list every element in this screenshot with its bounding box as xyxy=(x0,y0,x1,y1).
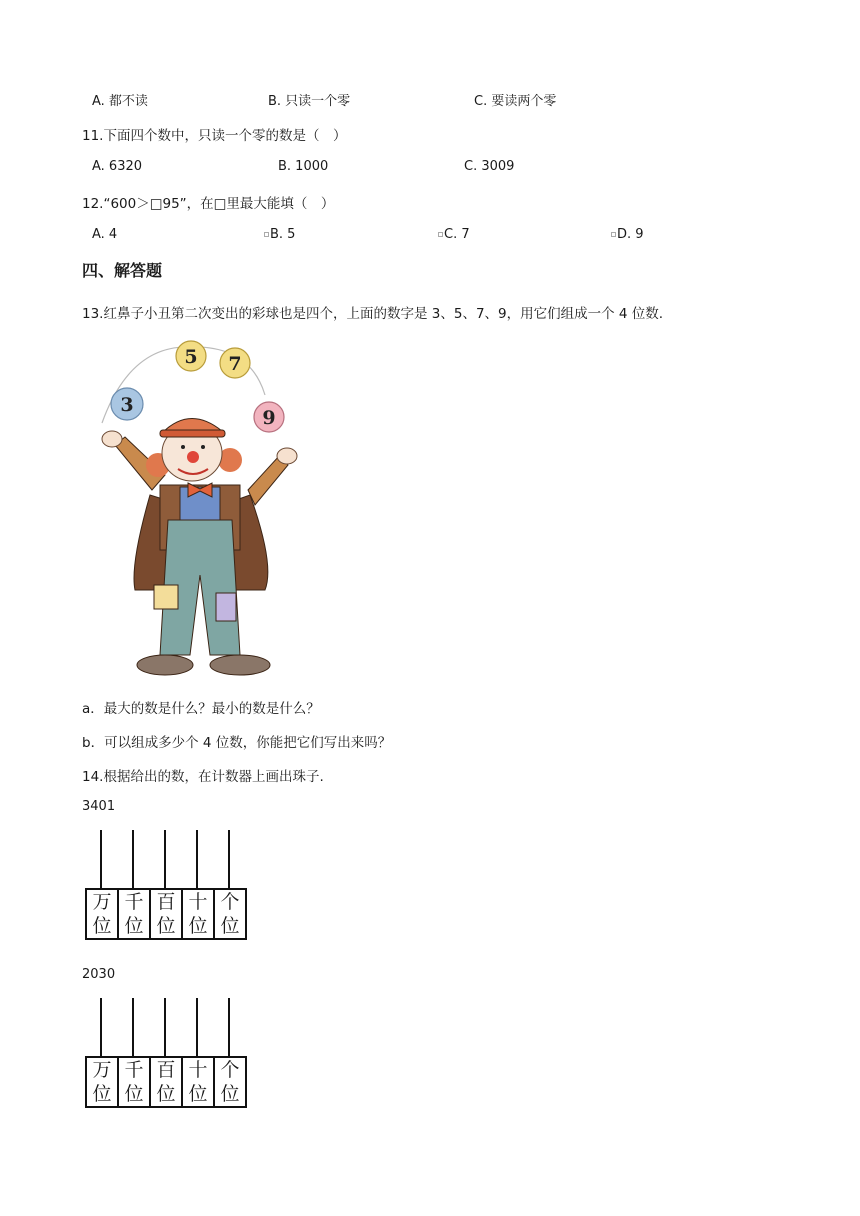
q12-stem: 12.“600＞□95”，在□里最大能填（ ） xyxy=(82,196,335,212)
place-ge-top: 个 xyxy=(220,1059,240,1081)
clown-illustration xyxy=(90,335,310,685)
q12-option-b-text: B. 5 xyxy=(270,227,296,242)
bullet-icon xyxy=(264,232,269,237)
rod-qian xyxy=(132,998,134,1058)
q10-option-a: A. 都不读 xyxy=(92,94,148,109)
ball-9 xyxy=(254,402,284,432)
place-bai xyxy=(151,1058,183,1106)
q13-stem: 13.红鼻子小丑第二次变出的彩球也是四个，上面的数字是 3、5、7、9，用它们组成一个 4 位数. xyxy=(82,306,664,322)
abacus-counter-1 xyxy=(85,830,247,950)
ball-7 xyxy=(220,348,250,378)
place-wan-top: 万 xyxy=(92,1059,112,1081)
place-ge-top: 个 xyxy=(220,891,240,913)
place-qian-bottom: 位 xyxy=(124,915,144,937)
bullet-icon xyxy=(438,232,443,237)
place-ge-bottom: 位 xyxy=(220,1083,240,1105)
rod-wan xyxy=(100,998,102,1058)
rod-qian xyxy=(132,830,134,890)
rod-ge xyxy=(228,998,230,1058)
q12-option-a: A. 4 xyxy=(92,227,118,242)
place-wan-bottom: 位 xyxy=(92,915,112,937)
rod-bai xyxy=(164,830,166,890)
place-qian xyxy=(119,890,151,938)
bullet-icon xyxy=(611,232,616,237)
rod-shi xyxy=(196,998,198,1058)
counter2-number: 2030 xyxy=(82,967,116,982)
place-ge xyxy=(215,1058,247,1106)
q14-stem: 14.根据给出的数，在计数器上画出珠子. xyxy=(82,769,324,785)
place-wan-bottom: 位 xyxy=(92,1083,112,1105)
place-qian-bottom: 位 xyxy=(124,1083,144,1105)
q12-option-c-text: C. 7 xyxy=(444,227,470,242)
place-bai-bottom: 位 xyxy=(156,915,176,937)
place-ge-bottom: 位 xyxy=(220,915,240,937)
rod-bai xyxy=(164,998,166,1058)
q10-option-c: C. 要读两个零 xyxy=(474,94,557,109)
place-qian xyxy=(119,1058,151,1106)
ball-3 xyxy=(111,388,143,420)
place-bai-bottom: 位 xyxy=(156,1083,176,1105)
place-shi xyxy=(183,890,215,938)
place-qian-top: 千 xyxy=(124,891,144,913)
place-wan xyxy=(87,1058,119,1106)
counter1-number: 3401 xyxy=(82,799,116,814)
q13-sub-a: a．最大的数是什么？最小的数是什么？ xyxy=(82,701,320,717)
q11-stem: 11.下面四个数中，只读一个零的数是（ ） xyxy=(82,128,347,144)
place-wan xyxy=(87,890,119,938)
q13-sub-b: b．可以组成多少个 4 位数，你能把它们写出来吗？ xyxy=(82,735,392,751)
place-bai xyxy=(151,890,183,938)
q11-option-a: A. 6320 xyxy=(92,159,143,174)
place-value-labels xyxy=(85,1056,247,1108)
ball-5 xyxy=(176,341,206,371)
place-bai-top: 百 xyxy=(156,1059,176,1081)
q11-option-b: B. 1000 xyxy=(278,159,329,174)
q12-option-d-text: D. 9 xyxy=(617,227,644,242)
ball-3-label: 3 xyxy=(120,394,134,416)
abacus-counter-2 xyxy=(85,998,247,1118)
ball-9-label: 9 xyxy=(262,407,276,429)
q10-option-b: B. 只读一个零 xyxy=(268,94,351,109)
place-shi xyxy=(183,1058,215,1106)
place-ge xyxy=(215,890,247,938)
place-shi-top: 十 xyxy=(188,1059,208,1081)
q12-option-d xyxy=(611,227,644,242)
q12-option-b xyxy=(264,227,295,242)
q12-option-c xyxy=(438,227,470,242)
place-bai-top: 百 xyxy=(156,891,176,913)
place-shi-bottom: 位 xyxy=(188,1083,208,1105)
ball-5-label: 5 xyxy=(184,346,198,368)
place-wan-top: 万 xyxy=(92,891,112,913)
q11-option-c: C. 3009 xyxy=(464,159,515,174)
rod-wan xyxy=(100,830,102,890)
place-qian-top: 千 xyxy=(124,1059,144,1081)
rod-shi xyxy=(196,830,198,890)
place-shi-bottom: 位 xyxy=(188,915,208,937)
place-shi-top: 十 xyxy=(188,891,208,913)
place-value-labels xyxy=(85,888,247,940)
ball-7-label: 7 xyxy=(228,353,242,375)
section-heading: 四、解答题 xyxy=(82,261,163,280)
rod-ge xyxy=(228,830,230,890)
